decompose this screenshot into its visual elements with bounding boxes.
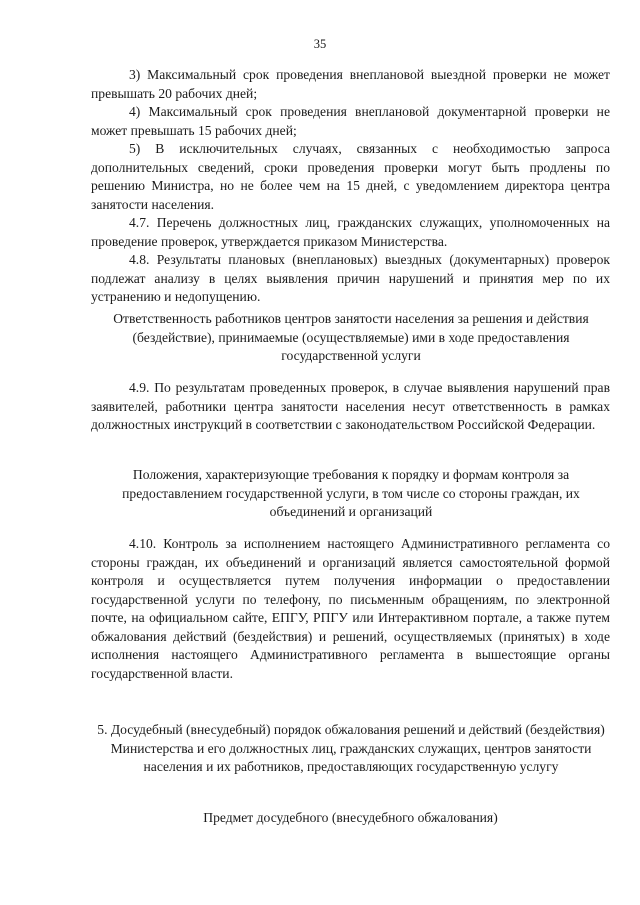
- paragraph-3-max-field-inspection: 3) Максимальный срок проведения внеплановой выездной проверки не может превышать 20 рабочих дней;: [91, 67, 610, 101]
- paragraph-4-9: 4.9. По результатам проведенных проверок, в случае выявления нарушений прав заявителей, работники центра занятости населения несут ответственность в рамках должностных инструкций в соответствии с законодательством Российской Федерации.: [91, 380, 610, 432]
- paragraph-4-7: 4.7. Перечень должностных лиц, гражданских служащих, уполномоченных на проведение проверок, утверждается приказом Министерства.: [91, 215, 610, 249]
- subheading-subject-block: [91, 809, 610, 828]
- heading-control-block: [96, 466, 606, 522]
- section-5-heading: 5. Досудебный (внесудебный) порядок обжалования решений и действий (бездействия) Министерства и его должностных лиц, гражданских служащих, центров занятости населения и их работников, предоставляющих государственную услугу: [97, 722, 605, 774]
- heading-responsibility: Ответственность работников центров занятости населения за решения и действия (бездействие), принимаемые (осуществляемые) ими в ходе предоставления государственной услуги: [113, 311, 589, 363]
- subheading-subject: Предмет досудебного (внесудебного обжалования): [203, 810, 498, 825]
- paragraph-4-8: 4.8. Результаты плановых (внеплановых) выездных (документарных) проверок подлежат анализу в целях выявления причин нарушений и принятия мер по их устранению и недопущению.: [91, 252, 610, 304]
- heading-responsibility-block: [112, 310, 590, 366]
- paragraph-4-10-block: [91, 535, 610, 683]
- section-5-heading-block: [96, 721, 606, 777]
- paragraph-4-9-block: [91, 379, 610, 435]
- paragraph-4-10: 4.10. Контроль за исполнением настоящего Административного регламента со стороны граждан, их объединений и организаций является самостоятельной формой контроля и осуществляется путем получения информации о предоставлении государственной услуги по телефону, по письменным обращениям, по электронной почте, на официальном сайте, ЕПГУ, РПГУ или Интерактивном портале, а также путем обжалования действий (бездействия) и решений, осуществляемых (принятых) в ходе исполнения настоящего Административного регламента в вышестоящие органы государственной власти.: [91, 536, 610, 681]
- paragraph-5-exceptional-cases: 5) В исключительных случаях, связанных с необходимостью запроса дополнительных сведений, сроки проведения проверки могут быть продлены по решению Министра, но не более чем на 15 дней, с уведомлением директора центра занятости населения.: [91, 141, 610, 212]
- page-number: 35: [313, 37, 327, 51]
- heading-control: Положения, характеризующие требования к порядку и формам контроля за предоставлением государственной услуги, в том числе со стороны граждан, их объединений и организаций: [122, 467, 580, 519]
- paragraph-4-max-document-inspection: 4) Максимальный срок проведения внеплановой документарной проверки не может превышать 15 рабочих дней;: [91, 104, 610, 138]
- top-paragraphs: [91, 66, 610, 307]
